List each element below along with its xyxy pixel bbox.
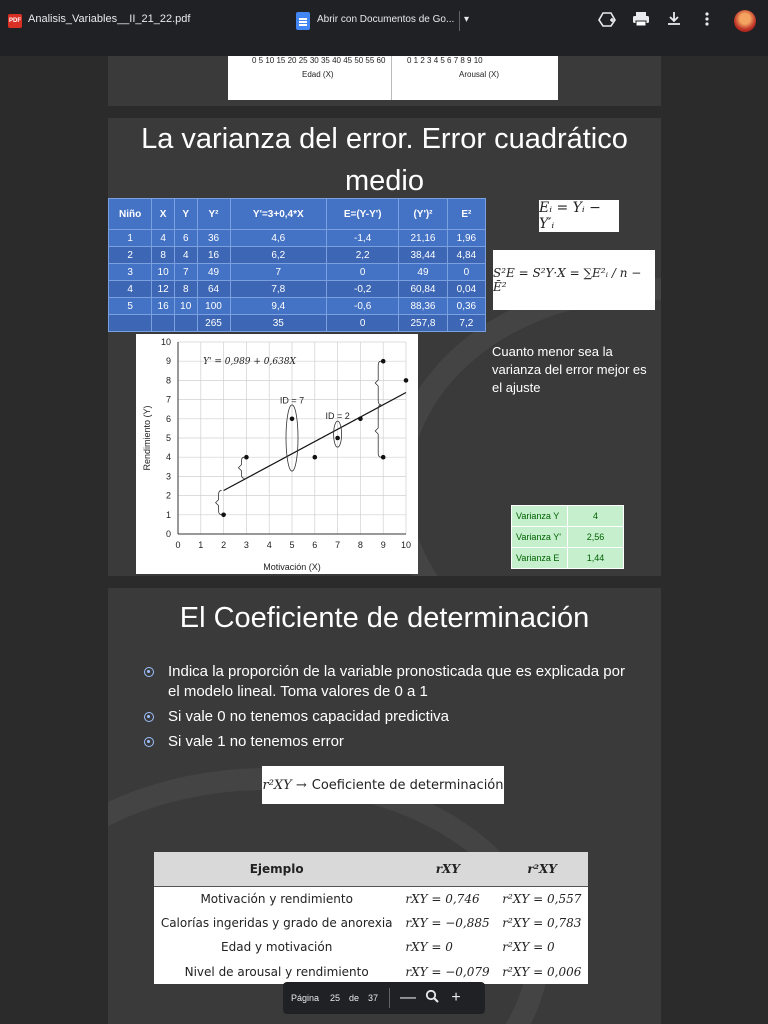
table-cell: 21,16 <box>399 230 448 247</box>
table-cell: Calorías ingeridas y grado de anorexia <box>160 915 393 930</box>
table-header: E=(Y-Y') <box>327 199 399 230</box>
table-cell: 0 <box>327 264 399 281</box>
more-vert-icon[interactable] <box>696 10 718 32</box>
table-cell: 16 <box>197 247 230 264</box>
previous-left-axis-label: Edad (X) <box>302 70 334 79</box>
table-cell: 35 <box>230 315 327 332</box>
error-formula-text: Eᵢ = Yᵢ − Y′ᵢ <box>539 200 601 232</box>
google-docs-icon[interactable] <box>296 12 310 30</box>
y-tick-label: 1 <box>165 509 171 520</box>
table-cell: -0,2 <box>327 281 399 298</box>
data-point <box>358 417 363 422</box>
zoom-out-button[interactable]: — <box>400 989 417 1006</box>
table-cell: r²XY = 0,006 <box>502 964 582 979</box>
table-row <box>512 527 624 548</box>
x-tick-label: 2 <box>221 540 227 550</box>
table-cell: 1,96 <box>447 230 485 247</box>
table-header: X <box>152 199 175 230</box>
table-cell: rXY = −0,079 <box>405 964 490 979</box>
x-tick-label: 4 <box>266 540 272 550</box>
y-tick-label: 7 <box>165 394 171 405</box>
table-row <box>154 886 588 911</box>
print-icon[interactable] <box>630 10 652 32</box>
previous-left-plot <box>228 56 392 100</box>
table-cell: 7 <box>230 264 327 281</box>
table-cell: 16 <box>152 298 175 315</box>
table-cell <box>109 315 152 332</box>
page-of-label: de <box>349 993 360 1003</box>
table-cell: 100 <box>197 298 230 315</box>
page-label: Página <box>291 993 320 1003</box>
table-cell: 0,04 <box>447 281 485 298</box>
x-axis-label: Motivación (X) <box>263 562 321 572</box>
table-cell: 12 <box>152 281 175 298</box>
bullet-icon <box>144 667 154 677</box>
previous-left-ticks: 0 5 10 15 20 25 30 35 40 45 50 55 60 <box>252 56 386 65</box>
residual-brace <box>375 405 381 457</box>
user-avatar[interactable] <box>734 10 756 32</box>
fit-note: Cuanto menor sea la varianza del error mejor es el ajuste <box>492 344 647 395</box>
table-cell: 9,4 <box>230 298 327 315</box>
table-header-row <box>154 852 588 886</box>
table-cell: rXY = 0,746 <box>405 891 480 906</box>
y-tick-label: 8 <box>165 375 171 386</box>
residual-brace <box>238 457 244 478</box>
variance-value: 2,56 <box>568 527 624 548</box>
table-cell: r²XY = 0,557 <box>502 891 582 906</box>
table-header: Ejemplo <box>154 852 399 886</box>
table-row <box>109 247 486 264</box>
x-tick-label: 5 <box>289 540 295 550</box>
point-annotation: ID = 2 <box>325 410 350 421</box>
variance-value: 4 <box>568 506 624 527</box>
table-cell: Motivación y rendimiento <box>200 891 353 906</box>
x-tick-label: 10 <box>400 540 412 550</box>
page-total: 37 <box>368 993 379 1003</box>
variance-label: Varianza E <box>512 548 568 569</box>
table-row <box>154 911 588 936</box>
list-item <box>144 662 634 702</box>
x-tick-label: 8 <box>357 540 363 550</box>
add-to-drive-icon[interactable] <box>596 10 618 32</box>
variance-table <box>511 505 624 569</box>
scatter-chart <box>136 334 418 574</box>
table-row <box>154 960 588 985</box>
table-cell: 88,36 <box>399 298 448 315</box>
document-viewer[interactable] <box>0 56 768 1024</box>
table-cell: 49 <box>197 264 230 281</box>
table-cell: Nivel de arousal y rendimiento <box>184 964 369 979</box>
table-row <box>109 264 486 281</box>
table-row <box>154 935 588 960</box>
table-cell: 10 <box>174 298 197 315</box>
data-point <box>381 455 386 460</box>
error-formula <box>539 200 619 232</box>
zoom-icon[interactable] <box>420 989 444 1008</box>
x-tick-label: 0 <box>175 540 181 550</box>
regression-equation: Y' = 0,989 + 0,638X <box>203 357 296 368</box>
table-row <box>109 230 486 247</box>
y-tick-label: 4 <box>165 452 171 463</box>
table-cell: 2,2 <box>327 247 399 264</box>
list-item <box>144 732 634 752</box>
x-tick-label: 1 <box>198 540 204 550</box>
table-cell: 7,8 <box>230 281 327 298</box>
mse-formula-text: S²E = S²Y·X = ∑E²ᵢ / n − Ē² <box>493 266 642 294</box>
page-navigator <box>283 982 485 1014</box>
table-cell: 4,6 <box>230 230 327 247</box>
table-header: Y'=3+0,4*X <box>230 199 327 230</box>
table-cell: 6,2 <box>230 247 327 264</box>
data-point <box>221 513 226 518</box>
table-cell: 38,44 <box>399 247 448 264</box>
previous-right-plot <box>393 56 557 100</box>
file-name: Analisis_Variables__II_21_22.pdf <box>28 13 191 25</box>
open-with-docs-button[interactable]: Abrir con Documentos de Go... <box>317 14 455 25</box>
table-cell: 60,84 <box>399 281 448 298</box>
slide-title: La varianza del error. Error cuadrático medio <box>141 123 628 197</box>
slide-title: El Coeficiente de determinación <box>179 602 590 634</box>
table-cell: 265 <box>197 315 230 332</box>
y-tick-label: 2 <box>165 490 171 501</box>
data-point <box>404 378 409 383</box>
table-header: Y² <box>197 199 230 230</box>
table-cell: 5 <box>109 298 152 315</box>
zoom-in-button[interactable]: + <box>451 989 461 1006</box>
bullet-icon <box>144 712 154 722</box>
table-cell: 49 <box>399 264 448 281</box>
table-header: E² <box>447 199 485 230</box>
variance-value: 1,44 <box>568 548 624 569</box>
residual-brace <box>375 361 381 405</box>
data-point <box>290 417 295 422</box>
table-cell: 64 <box>197 281 230 298</box>
data-point <box>313 455 318 460</box>
pdf-viewer-toolbar <box>0 0 768 56</box>
table-cell: 6 <box>174 230 197 247</box>
pdf-file-icon: PDF <box>8 14 22 28</box>
bullet-text: Indica la proporción de la variable pronosticada que es explicada por el modelo lineal. Toma valores de 0 a 1 <box>168 663 625 700</box>
y-axis-label: Rendimiento (Y) <box>142 405 152 471</box>
x-tick-label: 6 <box>312 540 318 550</box>
example-table <box>154 852 588 984</box>
table-cell: 36 <box>197 230 230 247</box>
list-item <box>144 707 634 727</box>
table-header: (Y')² <box>399 199 448 230</box>
bullet-text: Si vale 1 no tenemos error <box>168 733 344 750</box>
coefficient-definition <box>262 766 504 804</box>
table-row <box>512 506 624 527</box>
table-row <box>512 548 624 569</box>
table-cell: rXY = 0 <box>405 940 453 955</box>
data-table <box>108 198 486 332</box>
y-tick-label: 3 <box>165 471 171 482</box>
x-tick-label: 3 <box>243 540 249 550</box>
page-number-input[interactable]: 25 <box>330 993 341 1003</box>
point-annotation: ID = 7 <box>279 395 305 406</box>
y-tick-label: 10 <box>160 337 171 347</box>
table-cell: r²XY = 0,783 <box>502 915 582 930</box>
bullet-icon <box>144 737 154 747</box>
table-header: Y <box>174 199 197 230</box>
table-header: r²XY <box>496 852 588 886</box>
previous-slide-figure <box>228 56 558 100</box>
previous-right-ticks: 0 1 2 3 4 5 6 7 8 9 10 <box>407 56 483 65</box>
coefficient-symbol: r²XY → <box>262 777 307 793</box>
data-point <box>335 436 340 441</box>
table-header: rXY <box>399 852 496 886</box>
coefficient-label: Coeficiente de determinación <box>311 777 504 793</box>
variance-label: Varianza Y' <box>512 527 568 548</box>
pager-divider <box>389 988 390 1008</box>
table-cell: 0,36 <box>447 298 485 315</box>
data-point <box>244 455 249 460</box>
download-icon[interactable] <box>663 10 685 32</box>
table-row <box>109 281 486 298</box>
slide-previous <box>108 56 661 106</box>
y-tick-label: 0 <box>165 529 171 539</box>
table-header: Niño <box>109 199 152 230</box>
y-tick-label: 9 <box>165 356 171 367</box>
table-row <box>109 298 486 315</box>
table-cell: r²XY = 0 <box>502 940 555 955</box>
table-cell: -1,4 <box>327 230 399 247</box>
table-cell: 4 <box>174 247 197 264</box>
variance-label: Varianza Y <box>512 506 568 527</box>
table-cell: 8 <box>152 247 175 264</box>
residual-brace <box>216 490 222 514</box>
table-cell: 7 <box>174 264 197 281</box>
slide-coefficient-determination <box>108 588 661 1024</box>
table-cell: 4 <box>152 230 175 247</box>
toolbar-divider <box>459 11 460 31</box>
open-with-dropdown-icon[interactable]: ▾ <box>464 14 470 25</box>
table-cell: 7,2 <box>447 315 485 332</box>
y-tick-label: 5 <box>165 433 171 443</box>
table-cell: 4 <box>109 281 152 298</box>
x-tick-label: 9 <box>380 540 386 550</box>
table-cell: 4,84 <box>447 247 485 264</box>
table-cell: 8 <box>174 281 197 298</box>
table-cell: -0,6 <box>327 298 399 315</box>
table-cell: 0 <box>447 264 485 281</box>
table-cell: 1 <box>109 230 152 247</box>
mse-formula <box>493 250 655 310</box>
table-cell <box>152 315 175 332</box>
table-cell: Edad y motivación <box>221 940 333 955</box>
table-cell <box>174 315 197 332</box>
data-point <box>381 359 386 364</box>
table-cell: 257,8 <box>399 315 448 332</box>
x-tick-label: 7 <box>335 540 341 550</box>
bullet-text: Si vale 0 no tenemos capacidad predictiva <box>168 708 450 725</box>
table-cell: rXY = −0,885 <box>405 915 490 930</box>
table-cell: 3 <box>109 264 152 281</box>
bullet-list <box>144 662 634 757</box>
previous-right-axis-label: Arousal (X) <box>459 70 500 79</box>
table-cell: 2 <box>109 247 152 264</box>
slide-error-variance <box>108 118 661 576</box>
table-cell: 0 <box>327 315 399 332</box>
table-row <box>109 315 486 332</box>
y-tick-label: 6 <box>165 413 171 424</box>
table-cell: 10 <box>152 264 175 281</box>
table-header-row <box>109 199 486 230</box>
scatter-chart-svg <box>136 334 418 574</box>
